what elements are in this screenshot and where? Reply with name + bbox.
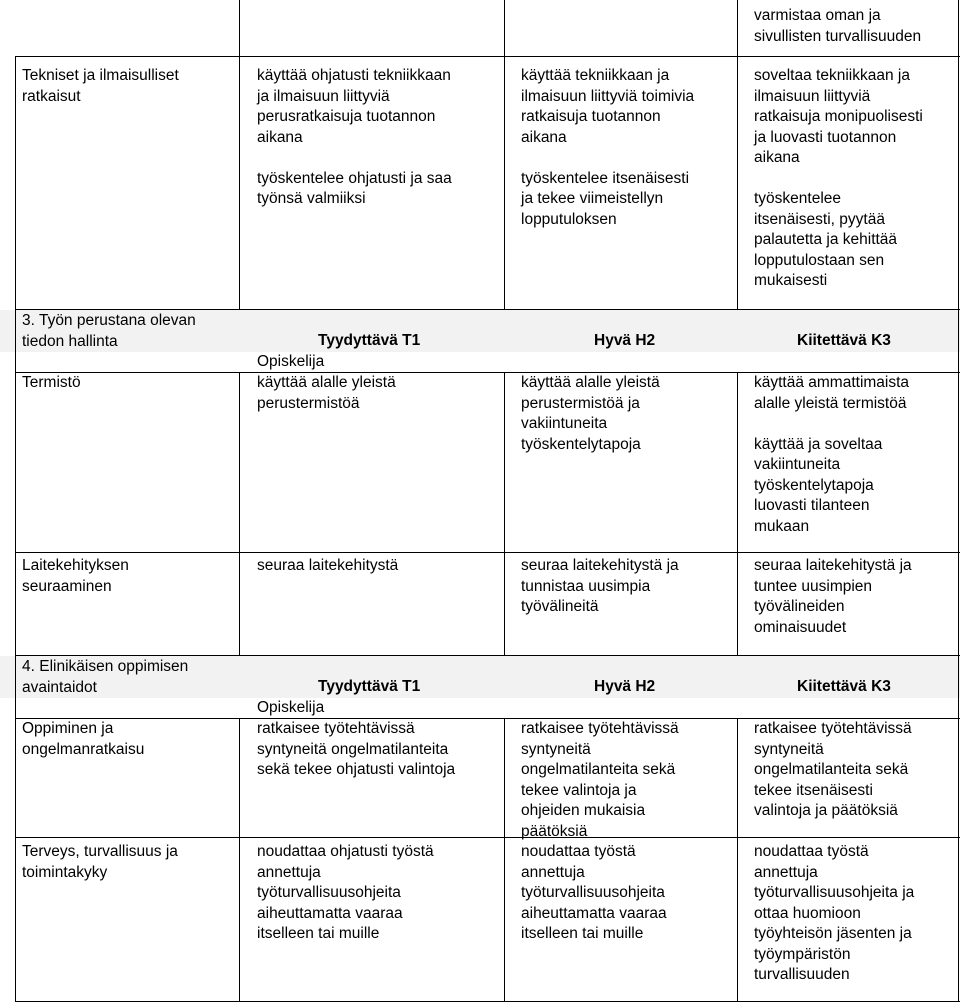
column-divider — [15, 56, 16, 1002]
row-label-tekniset: Tekniset ja ilmaisulliset ratkaisut — [22, 67, 179, 105]
section4-subject: Opiskelija — [257, 699, 325, 716]
laitekehitys-h2-text: seuraa laitekehitystä ja tunnistaa uusimpia työvälineitä — [521, 557, 679, 615]
oppiminen-h2-text: ratkaisee työtehtävissä syntyneitä ongelmatilanteita sekä tekee valintoja ja ohjeiden mukaisia päätöksiä — [521, 720, 679, 840]
laitekehitys-t1-text: seuraa laitekehitystä — [257, 557, 399, 574]
termisto-h2-text: käyttää alalle yleistä perustermistöä ja vakiintuneita työskentelytapoja — [521, 374, 660, 453]
row-divider — [15, 837, 960, 838]
tekniset-t1-text: käyttää ohjatusti tekniikkaan ja ilmaisuun liittyviä perusratkaisuja tuotannon aikana työskentelee ohjatusti ja saa työnsä valmiiksi — [257, 67, 452, 207]
column-divider — [737, 372, 738, 656]
row-label-oppiminen: Oppiminen ja ongelmanratkaisu — [22, 720, 145, 758]
terveys-h2-text: noudattaa työstä annettuja työturvallisuusohjeita aiheuttamatta vaaraa itselleen tai muille — [521, 843, 667, 942]
column-divider — [504, 372, 505, 656]
row-label-termisto: Termistö — [22, 374, 81, 391]
tekniset-k3-text: soveltaa tekniikkaan ja ilmaisuun liittyviä ratkaisuja monipuolisesti ja luovasti tuotannon aikana työskentelee itsenäisesti, pyytää palautetta ja kehittää lopputulostaan sen mukaisesti — [754, 67, 923, 289]
section3-grade-k3: Kiitettävä K3 — [797, 332, 891, 349]
laitekehitys-k3-text: seuraa laitekehitystä ja tuntee uusimpien työvälineiden ominaisuudet — [754, 557, 912, 636]
column-divider — [504, 0, 505, 310]
terveys-t1-text: noudattaa ohjatusti työstä annettuja työturvallisuusohjeita aiheuttamatta vaaraa itselleen tai muille — [257, 843, 434, 942]
section4-grade-h2: Hyvä H2 — [594, 678, 656, 695]
section4-grade-t1: Tyydyttävä T1 — [318, 678, 421, 695]
row-divider — [15, 552, 960, 553]
section4-grade-k3: Kiitettävä K3 — [797, 678, 891, 695]
column-divider — [239, 0, 240, 310]
row-label-laitekehitys: Laitekehityksen seuraaminen — [22, 557, 129, 595]
section3-title: 3. Työn perustana olevan tiedon hallinta — [22, 312, 196, 350]
row-divider — [15, 56, 960, 57]
tekniset-h2-text: käyttää tekniikkaan ja ilmaisuun liittyviä toimivia ratkaisuja tuotannon aikana työskentelee itsenäisesti ja tekee viimeistellyn lopputuloksen — [521, 67, 695, 228]
section4-title: 4. Elinikäisen oppimisen avaintaidot — [22, 658, 189, 696]
column-divider — [504, 718, 505, 1002]
section3-grade-h2: Hyvä H2 — [594, 332, 656, 349]
row-divider — [15, 655, 960, 656]
column-divider — [737, 0, 738, 310]
column-divider — [239, 718, 240, 1002]
table-right-edge — [958, 0, 959, 1002]
row-divider — [15, 1001, 960, 1002]
row-divider — [15, 309, 960, 310]
column-divider — [737, 718, 738, 1002]
section3-grade-t1: Tyydyttävä T1 — [318, 332, 421, 349]
row-label-terveys: Terveys, turvallisuus ja toimintakyky — [22, 843, 178, 881]
termisto-k3-text: käyttää ammattimaista alalle yleistä termistöä käyttää ja soveltaa vakiintuneita työskentelytapoja luovasti tilanteen mukaan — [754, 374, 910, 535]
top-row-k3-text: varmistaa oman ja sivullisten turvallisuuden — [754, 7, 922, 45]
termisto-t1-text: käyttää alalle yleistä perustermistöä — [257, 374, 396, 412]
oppiminen-t1-text: ratkaisee työtehtävissä syntyneitä ongelmatilanteita sekä tekee ohjatusti valintoja — [257, 720, 456, 778]
terveys-k3-text: noudattaa työstä annettuja työturvallisuusohjeita ja ottaa huomioon työyhteisön jäsenten ja työympäristön turvallisuuden — [754, 843, 915, 983]
section3-subject: Opiskelija — [257, 353, 325, 370]
column-divider — [239, 372, 240, 656]
oppiminen-k3-text: ratkaisee työtehtävissä syntyneitä ongelmatilanteita sekä tekee itsenäisesti valintoja ja päätöksiä — [754, 720, 912, 819]
